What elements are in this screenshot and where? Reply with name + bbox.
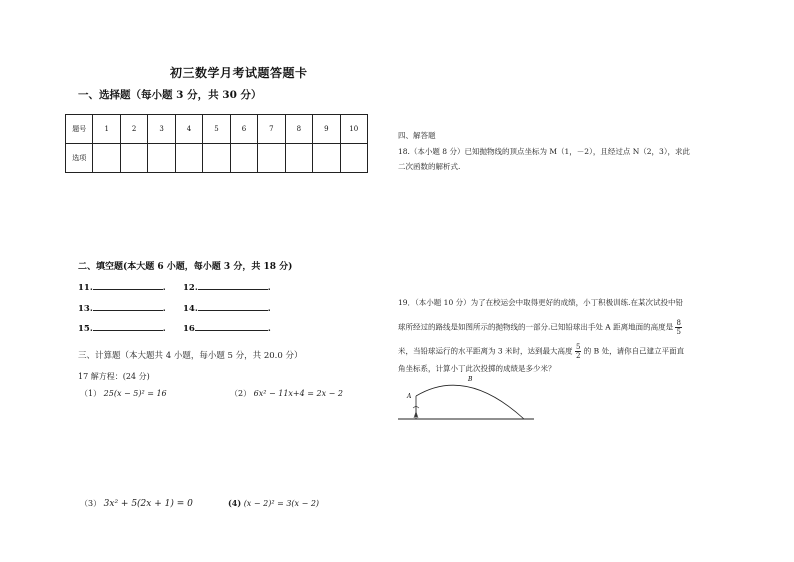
q19-line3a-text: 米，当铅球运行的水平距离为 3 米时，达到最大高度 bbox=[398, 346, 573, 356]
blank-15 bbox=[78, 322, 166, 334]
blank-period: . bbox=[267, 304, 271, 314]
answer-table bbox=[65, 114, 368, 173]
answer-blank[interactable] bbox=[93, 302, 163, 311]
answer-cell[interactable] bbox=[258, 144, 285, 173]
q17-part1 bbox=[80, 388, 167, 399]
table-cell: 3 bbox=[148, 115, 175, 144]
part-label: (4) bbox=[228, 498, 242, 508]
table-cell: 1 bbox=[93, 115, 120, 144]
table-cell: 8 bbox=[285, 115, 312, 144]
q19-line3b-text: 的 B 处，请你自己建立平面直 bbox=[583, 346, 685, 356]
q19-line1: 19．（本小题 10 分）为了在校运会中取得更好的成绩，小丁积极训练.在某次试投中铅 bbox=[398, 298, 683, 307]
part-label: （3） bbox=[80, 499, 102, 508]
point-b-label: B bbox=[468, 376, 473, 383]
blank-12 bbox=[183, 281, 271, 293]
blank-label: 14. bbox=[183, 304, 198, 314]
equation: 3x² + 5(2x + 1) = 0 bbox=[103, 499, 193, 509]
blank-label: 13. bbox=[78, 304, 93, 314]
equation: (x − 2)² = 3(x − 2) bbox=[243, 499, 320, 508]
q17-part3 bbox=[80, 498, 193, 509]
q17-part2 bbox=[230, 388, 343, 399]
blank-label: 16 bbox=[183, 324, 195, 334]
fraction-denominator: 2 bbox=[575, 352, 581, 360]
shotput-figure bbox=[398, 374, 538, 424]
q19-line2-text: 球所经过的路线是如图所示的抛物线的一部分.已知铅球出手处 A 距离地面的高度是 bbox=[398, 322, 674, 332]
table-cell: 7 bbox=[258, 115, 285, 144]
answer-cell[interactable] bbox=[203, 144, 230, 173]
answer-cell[interactable] bbox=[340, 144, 367, 173]
answer-cell[interactable] bbox=[285, 144, 312, 173]
blank-period: . bbox=[267, 283, 271, 293]
answer-blank[interactable] bbox=[198, 281, 268, 290]
blank-16 bbox=[183, 322, 271, 334]
q19-line2 bbox=[398, 319, 682, 336]
answer-cell[interactable] bbox=[313, 144, 340, 173]
table-cell: 题号 bbox=[66, 115, 93, 144]
fraction-8-5 bbox=[675, 319, 681, 336]
section3-heading: 三、计算题（本大题共 4 小题，每小题 5 分，共 20.0 分） bbox=[78, 351, 303, 361]
answer-cell[interactable] bbox=[120, 144, 147, 173]
blank-14 bbox=[183, 302, 271, 314]
blank-13 bbox=[78, 302, 166, 314]
table-cell: 10 bbox=[340, 115, 367, 144]
blank-label: 11. bbox=[78, 283, 93, 293]
table-cell: 4 bbox=[175, 115, 202, 144]
answer-blank[interactable] bbox=[93, 322, 163, 331]
blank-period: . bbox=[162, 304, 166, 314]
q18-line2: 二次函数的解析式. bbox=[398, 162, 461, 171]
q17-part4 bbox=[228, 498, 319, 508]
q19-line3 bbox=[398, 343, 684, 360]
section2-heading: 二、填空题(本大题 6 小题，每小题 3 分，共 18 分) bbox=[78, 262, 293, 272]
blank-period: . bbox=[267, 324, 271, 334]
part-label: （2） bbox=[230, 389, 252, 398]
answer-blank[interactable] bbox=[93, 281, 163, 290]
table-cell: 6 bbox=[230, 115, 257, 144]
answer-cell[interactable] bbox=[93, 144, 120, 173]
fraction-denominator: 5 bbox=[676, 328, 681, 336]
blank-period: . bbox=[162, 283, 166, 293]
fraction-numerator: 8 bbox=[676, 319, 681, 327]
answer-cell[interactable] bbox=[230, 144, 257, 173]
answer-cell[interactable] bbox=[175, 144, 202, 173]
answer-cell[interactable] bbox=[148, 144, 175, 173]
answer-blank[interactable] bbox=[195, 322, 268, 331]
blank-label: 15. bbox=[78, 324, 93, 334]
trajectory-curve bbox=[416, 385, 524, 419]
fraction-numerator: 5 bbox=[575, 343, 581, 351]
table-row bbox=[66, 144, 368, 173]
equation: 25(x − 5)² = 16 bbox=[103, 389, 167, 398]
fraction-5-2 bbox=[575, 343, 581, 360]
answer-blank[interactable] bbox=[198, 302, 268, 311]
point-a-label: A bbox=[407, 393, 412, 400]
section1-heading: 一、选择题（每小题 3 分，共 30 分） bbox=[78, 89, 262, 101]
blank-11 bbox=[78, 281, 166, 293]
q18-line1: 18.（本小题 8 分）已知抛物线的顶点坐标为 M（1，－2），且经过点 N（2，3），求此 bbox=[398, 147, 691, 156]
section4-heading: 四、解答题 bbox=[398, 131, 436, 140]
table-cell: 选项 bbox=[66, 144, 93, 173]
blank-label: 12. bbox=[183, 283, 198, 293]
table-row bbox=[66, 115, 368, 144]
table-cell: 5 bbox=[203, 115, 230, 144]
q19-line4: 角坐标系，计算小丁此次投掷的成绩是多少米？ bbox=[398, 364, 556, 373]
table-cell: 2 bbox=[120, 115, 147, 144]
table-cell: 9 bbox=[313, 115, 340, 144]
part-label: （1） bbox=[80, 389, 102, 398]
equation: 6x² − 11x+4 = 2x − 2 bbox=[253, 389, 343, 398]
q17-label: 17 解方程：(24 分) bbox=[78, 372, 150, 381]
page-title: 初三数学月考试题答题卡 bbox=[170, 66, 308, 80]
blank-period: . bbox=[162, 324, 166, 334]
